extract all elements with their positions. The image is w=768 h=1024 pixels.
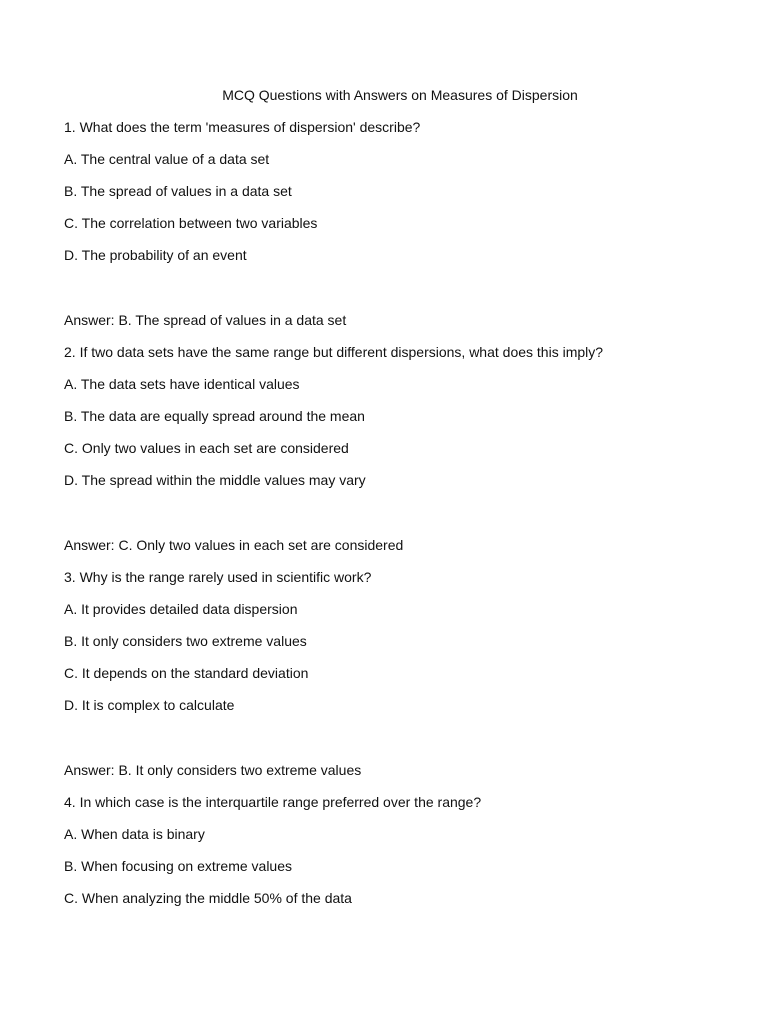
question-1-answer: Answer: B. The spread of values in a data set (64, 312, 347, 328)
question-2-text: 2. If two data sets have the same range but different dispersions, what does this imply? (64, 344, 604, 360)
question-3-text: 3. Why is the range rarely used in scientific work? (64, 569, 372, 585)
question-3-option-d: D. It is complex to calculate (64, 697, 235, 713)
question-4-text: 4. In which case is the interquartile range preferred over the range? (64, 794, 482, 810)
document-title: MCQ Questions with Answers on Measures of Dispersion (222, 87, 578, 103)
question-2-answer: Answer: C. Only two values in each set are considered (64, 537, 404, 553)
question-3-option-b: B. It only considers two extreme values (64, 633, 307, 649)
question-2-option-d: D. The spread within the middle values may vary (64, 472, 366, 488)
question-1-text: 1. What does the term 'measures of dispersion' describe? (64, 119, 421, 135)
question-1-option-d: D. The probability of an event (64, 247, 247, 263)
question-1-option-b: B. The spread of values in a data set (64, 183, 292, 199)
question-3-option-c: C. It depends on the standard deviation (64, 665, 309, 681)
question-3-option-a: A. It provides detailed data dispersion (64, 601, 298, 617)
question-2-option-a: A. The data sets have identical values (64, 376, 300, 392)
question-3-answer: Answer: B. It only considers two extreme values (64, 762, 362, 778)
question-4-option-b: B. When focusing on extreme values (64, 858, 293, 874)
question-4-option-c: C. When analyzing the middle 50% of the data (64, 890, 352, 906)
question-1-option-c: C. The correlation between two variables (64, 215, 318, 231)
question-4-option-a: A. When data is binary (64, 826, 205, 842)
question-2-option-b: B. The data are equally spread around the mean (64, 408, 365, 424)
question-1-option-a: A. The central value of a data set (64, 151, 270, 167)
question-2-option-c: C. Only two values in each set are considered (64, 440, 349, 456)
